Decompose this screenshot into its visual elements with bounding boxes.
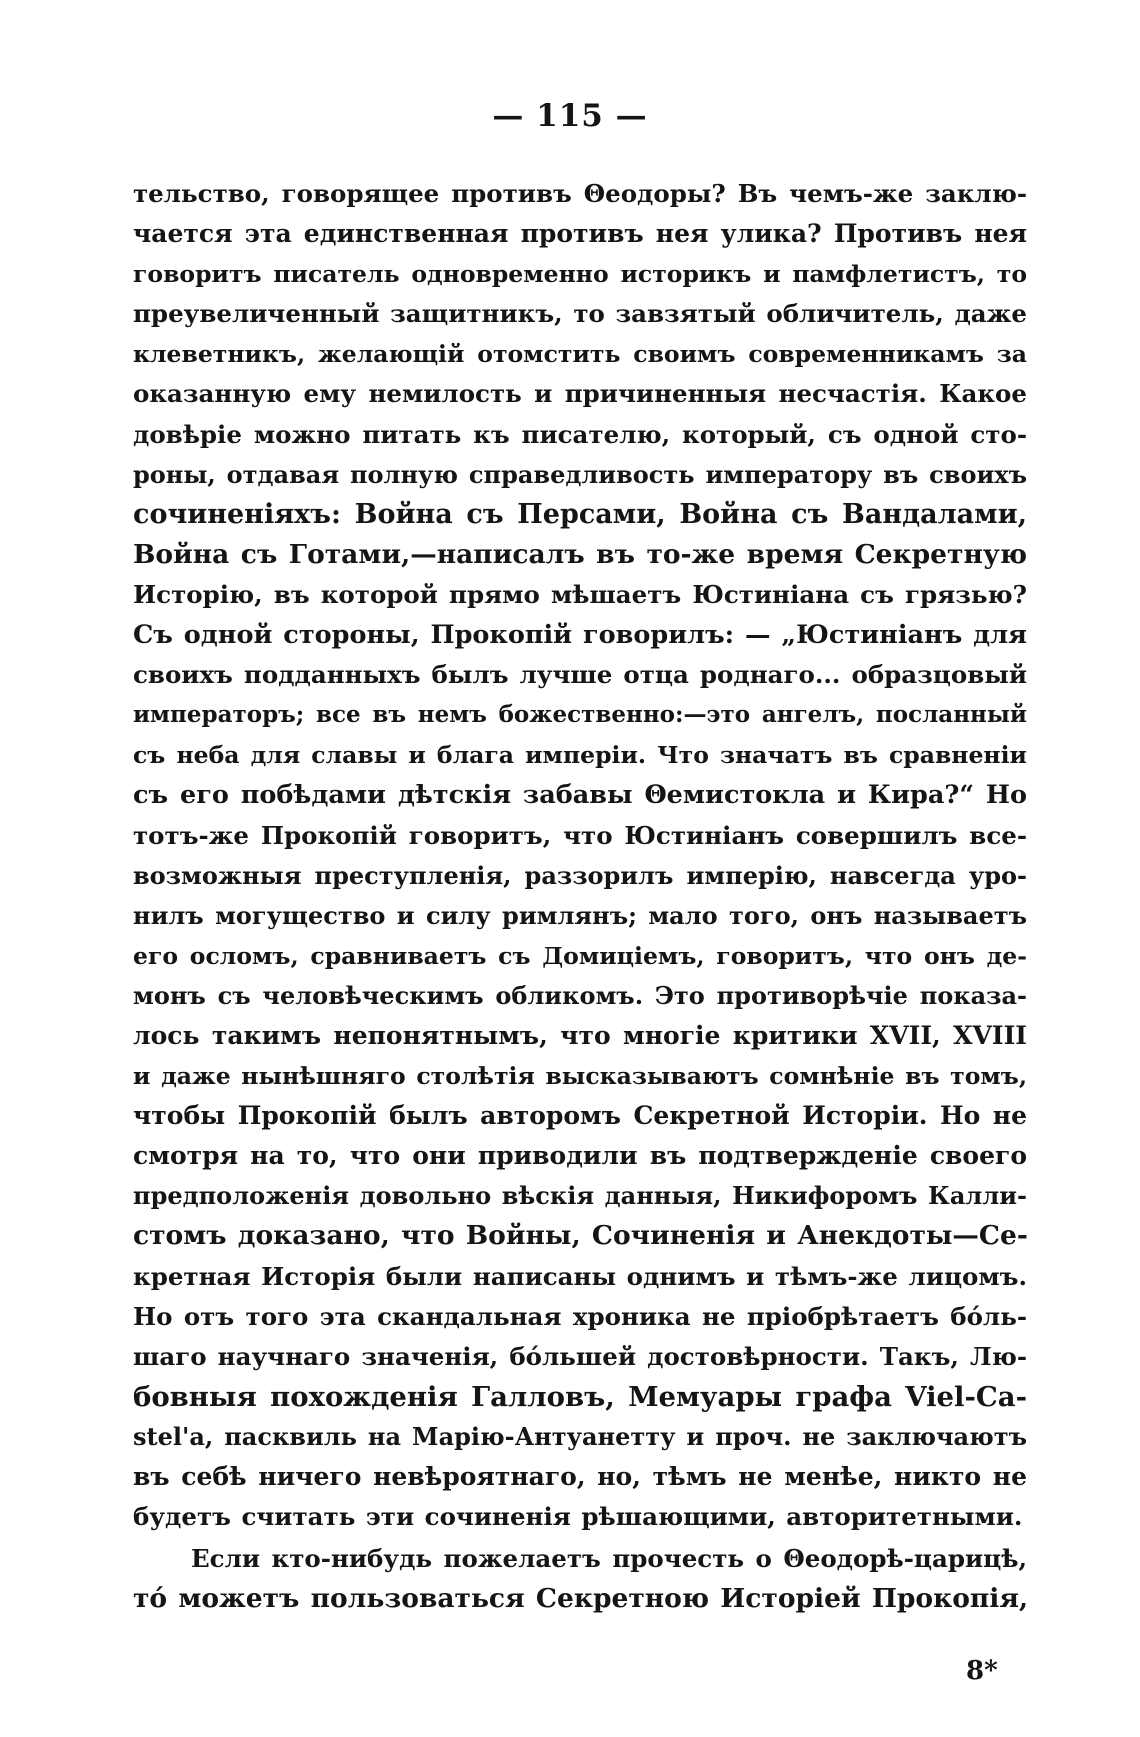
paragraph-end-line: будетъ считать эти сочиненія рѣшающими, авторитетными. <box>133 1502 1023 1532</box>
text-line: его осломъ, сравниваетъ съ Домиціемъ, говоритъ, что онъ де- <box>133 941 1027 970</box>
text-line: Исторію, въ которой прямо мѣшаетъ Юстиніана съ грязью? <box>133 579 1027 609</box>
text-line: тельство, говорящее противъ Θеодоры? Въ чемъ-же заклю- <box>133 179 1027 208</box>
text-line: смотря на то, что они приводили въ подтвержденіе своего <box>133 1141 1027 1171</box>
text-line: Но отъ того эта скандальная хроника не пріобрѣтаетъ бóль- <box>133 1301 1027 1331</box>
text-line: въ себѣ ничего невѣроятнаго, но, тѣмъ не менѣе, никто не <box>133 1462 1027 1491</box>
text-line: съ неба для славы и блага имперіи. Что значатъ въ сравненіи <box>133 741 1027 770</box>
signature-mark: 8* <box>966 1656 998 1686</box>
text-line: шаго научнаго значенія, бóльшей достовѣрности. Такъ, Лю- <box>133 1341 1027 1371</box>
text-line: возможныя преступленія, раззорилъ имперію, навсегда уро- <box>133 860 1027 890</box>
page-number: — 115 — <box>492 98 648 134</box>
text-line: говоритъ писатель одновременно историкъ и памфлетистъ, то <box>133 260 1027 289</box>
text-line: сочиненіяхъ: Война съ Персами, Война съ Вандалами, <box>133 498 1027 530</box>
paragraph-start-line: Если кто-нибудь пожелаетъ прочесть о Θеодорѣ-царицѣ, <box>191 1544 1027 1574</box>
text-line: Война съ Готами,—написалъ въ то-же время Секретную <box>133 538 1027 570</box>
text-line: монъ съ человѣческимъ обликомъ. Это противорѣчіе показа- <box>133 980 1027 1010</box>
text-line: лось такимъ непонятнымъ, что многіе критики XVII, XVIII <box>133 1020 1027 1050</box>
text-line: тó можетъ пользоваться Секретною Исторіей Прокопія, <box>133 1583 1029 1615</box>
text-line: чается эта единственная противъ нея улика? Противъ нея <box>133 219 1027 249</box>
text-line: стомъ доказано, что Войны, Сочиненія и Анекдоты—Се- <box>133 1220 1028 1252</box>
text-line: довѣріе можно питать къ писателю, который, съ одной сто- <box>133 419 1027 449</box>
text-line: преувеличенный защитникъ, то завзятый обличитель, даже <box>133 299 1027 329</box>
text-line: чтобы Прокопій былъ авторомъ Секретной Исторіи. Но не <box>133 1101 1027 1131</box>
text-line: нилъ могущество и силу римлянъ; мало того, онъ называетъ <box>133 900 1027 930</box>
text-line: stel'а, пасквиль на Марію-Антуанетту и проч. не заключаютъ <box>133 1421 1027 1451</box>
text-line: тотъ-же Прокопій говоритъ, что Юстиніанъ совершилъ все- <box>133 820 1027 850</box>
text-line: императоръ; все въ немъ божественно:—это ангелъ, посланный <box>133 701 1027 729</box>
text-line: роны, отдавая полную справедливость императору въ своихъ <box>133 459 1027 489</box>
text-line: съ его побѣдами дѣтскія забавы Θемистокла и Кира?“ Но <box>133 780 1027 811</box>
body-text <box>133 174 1027 1619</box>
text-line: клеветникъ, желающій отомстить своимъ современникамъ за <box>133 340 1027 369</box>
text-line: кретная Исторія были написаны однимъ и тѣмъ-же лицомъ. <box>133 1261 1027 1291</box>
text-line: оказанную ему немилость и причиненныя несчастія. Какое <box>133 379 1027 409</box>
text-line: Съ одной стороны, Прокопій говорилъ: — „Юстиніанъ для <box>133 620 1027 651</box>
text-line: бовныя похожденія Галловъ, Мемуары графа Viel-Ca- <box>133 1380 1027 1413</box>
text-line: предположенія довольно вѣскія данныя, Никифоромъ Калли- <box>133 1181 1027 1211</box>
text-line: и даже нынѣшняго столѣтія высказываютъ сомнѣніе въ томъ, <box>133 1062 1027 1091</box>
text-line: своихъ подданныхъ былъ лучше отца роднаго... образцовый <box>133 660 1027 690</box>
